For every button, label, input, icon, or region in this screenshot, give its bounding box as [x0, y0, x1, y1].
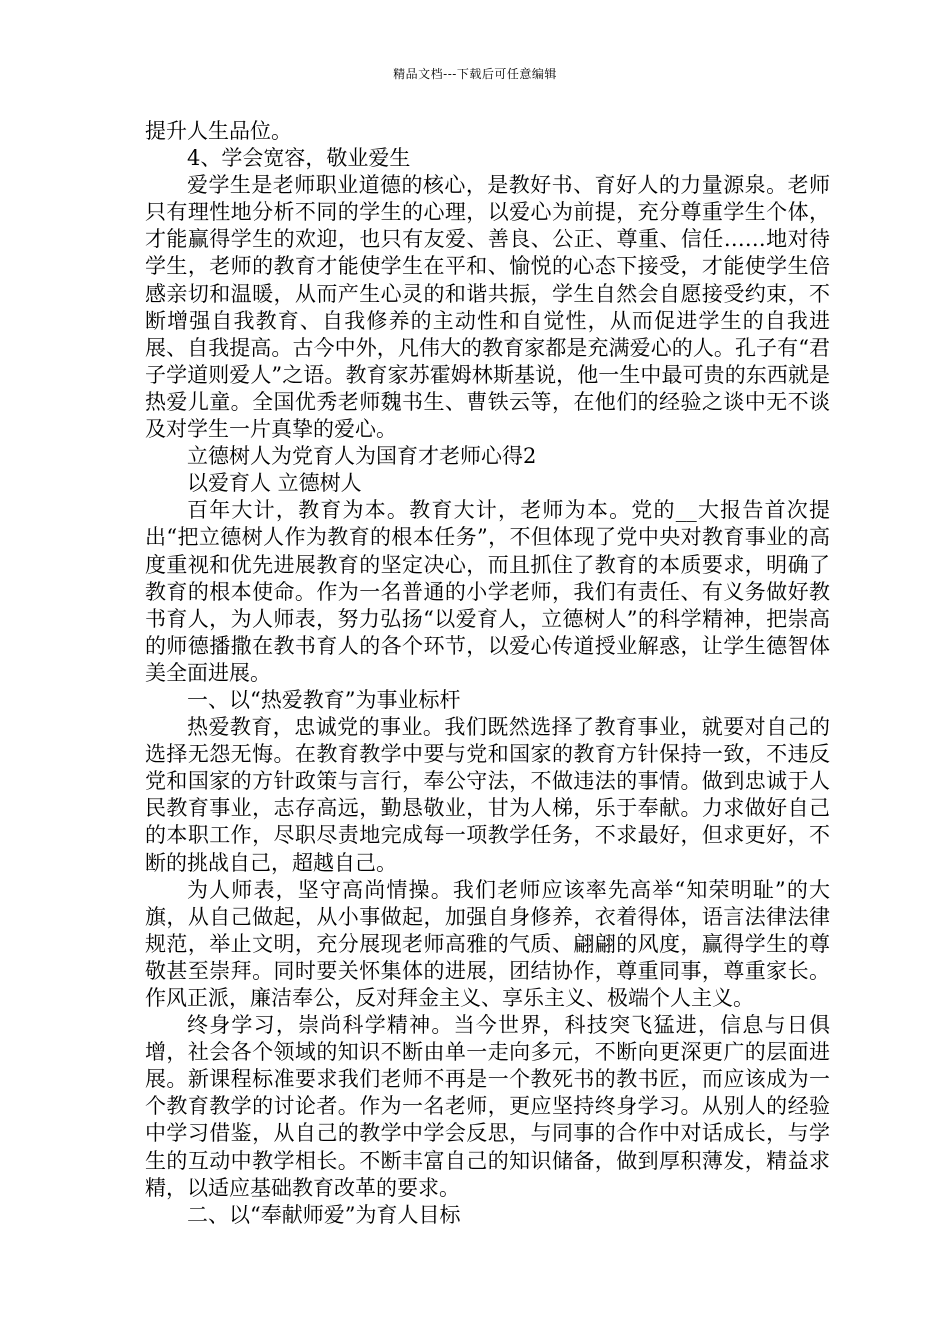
section-heading: 一、以“热爱教育”为事业标杆 [187, 687, 461, 712]
article-title: 立德树人为党育人为国育才老师心得2 [187, 444, 537, 469]
paragraph: 提升人生品位。 [145, 119, 292, 143]
paragraph: 为人师表，坚守高尚情操。我们老师应该率先高举“知荣明耻”的大旗，从自己做起，从小事做起，加强自身修养，衣着得体，语言法律法律规范，举止文明，充分展现老师高雅的气质、翩翩的风度，赢得学生的尊敬甚至崇拜。同时要关怀集体的进展，团结协作，尊重同事，尊重家长。作风正派，廉洁奉公，反对拜金主义、享乐主义、极端个人主义。 [145, 877, 830, 1010]
document-body [145, 118, 830, 1229]
paragraph: 百年大计，教育为本。教育大计，老师为本。党的__大报告首次提出“把立德树人作为教育的根本任务”，不但体现了党中央对教育事业的高度重视和优先进展教育的坚定决心，而且抓住了教育的本质要求，明确了教育的根本使命。作为一名普通的小学老师，我们有责任、有义务做好教书育人，为人师表，努力弘扬“以爱育人，立德树人”的科学精神，把崇高的师德播撒在教书育人的各个环节，以爱心传道授业解惑，让学生德智体美全面进展。 [145, 498, 830, 685]
paragraph: 爱学生是老师职业道德的核心，是教好书、育好人的力量源泉。老师只有理性地分析不同的学生的心理，以爱心为前提，充分尊重学生个体，才能赢得学生的欢迎，也只有友爱、善良、公正、尊重、信任……地对待学生，老师的教育才能使学生在平和、愉悦的心态下接受，才能使学生倍感亲切和温暖，从而产生心灵的和谐共振，学生自然会自愿接受约束，不断增强自我教育、自我修养的主动性和自觉性，从而促进学生的自我进展、自我提高。古今中外，凡伟大的教育家都是充满爱心的人。孔子有“君子学道则爱人”之语。教育家苏霍姆林斯基说，他一生中最可贵的东西就是热爱儿童。全国优秀老师魏书生、曹铁云等，在他们的经验之谈中无不谈及对学生一片真挚的爱心。 [145, 173, 830, 442]
section-heading: 二、以“奉献师爱”为育人目标 [187, 1202, 461, 1227]
paragraph: 热爱教育，忠诚党的事业。我们既然选择了教育事业，就要对自己的选择无怨无悔。在教育教学中要与党和国家的教育方针保持一致，不违反党和国家的方针政策与言行，奉公守法，不做违法的事情。做到忠诚于人民教育事业，志存高远，勤恳敬业，甘为人梯，乐于奉献。力求做好自己的本职工作，尽职尽责地完成每一项教学任务，不求最好，但求更好，不断的挑战自己，超越自己。 [145, 715, 830, 875]
section-heading: 4、学会宽容，敬业爱生 [187, 146, 411, 171]
paragraph: 终身学习，崇尚科学精神。当今世界，科技突飞猛进，信息与日俱增，社会各个领域的知识不断由单一走向多元，不断向更深更广的层面进展。新课程标准要求我们老师不再是一个教死书的教书匠，而应该成为一个教育教学的讨论者。作为一名老师，更应坚持终身学习。从别人的经验中学习借鉴，从自己的教学中学会反思，与同事的合作中对话成长，与学生的互动中教学相长。不断丰富自己的知识储备，做到厚积薄发，精益求精，以适应基础教育改革的要求。 [145, 1013, 830, 1200]
article-subtitle: 以爱育人 立德树人 [187, 471, 362, 496]
page-header: 精品文档---下载后可任意编辑 [393, 67, 557, 81]
